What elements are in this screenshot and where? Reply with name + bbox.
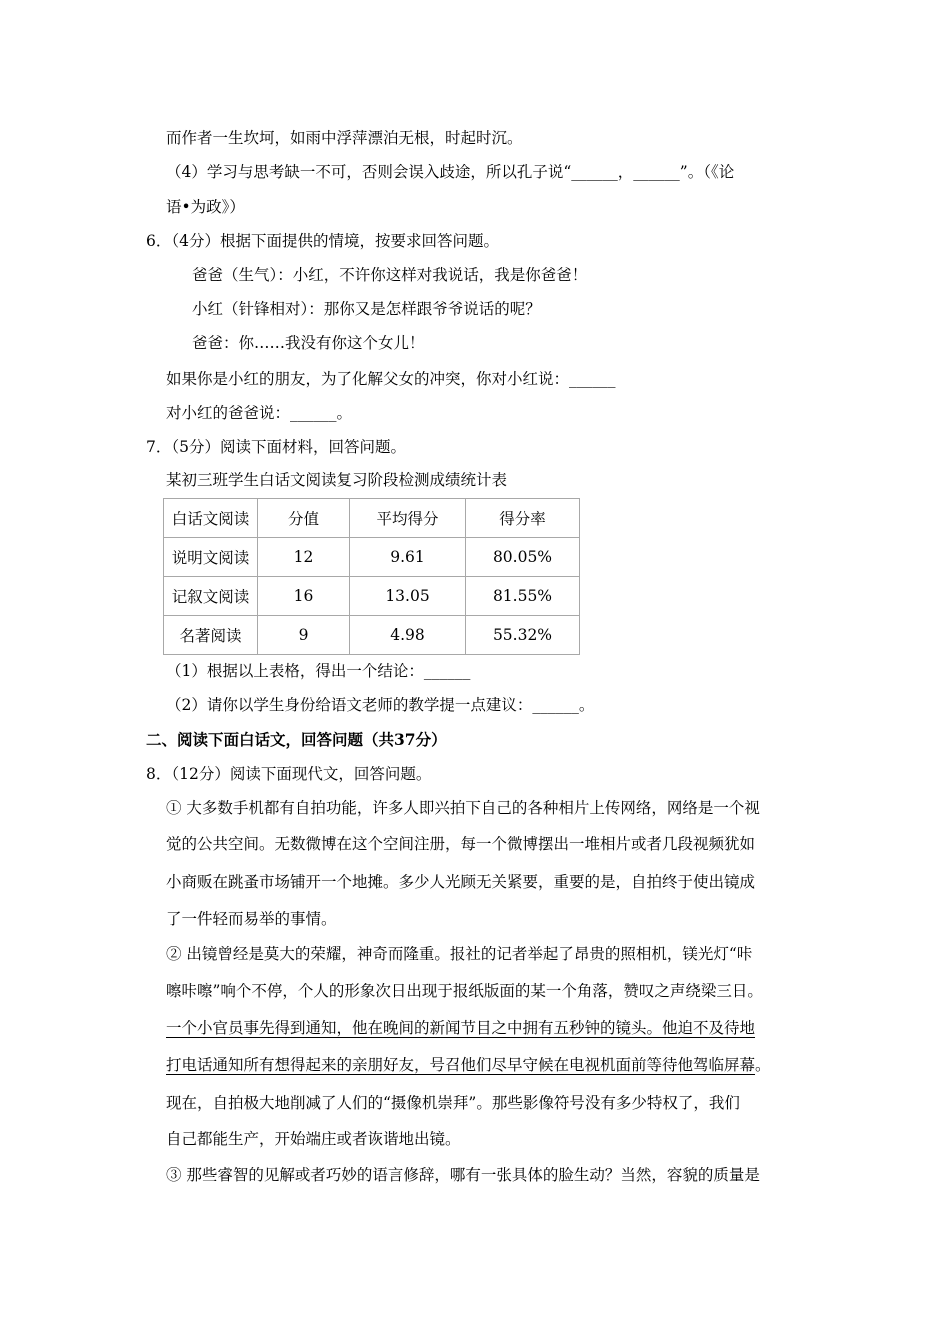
- q5-line-c: 语•为政》）: [166, 198, 245, 216]
- table-cell: 说明文阅读: [164, 538, 258, 577]
- q5-line-b: （4）学习与思考缺一不可，否则会误入歧途，所以孔子说“______，______”。（《论: [166, 163, 735, 181]
- q8-p1-line: 觉的公共空间。无数微博在这个空间注册，每一个微博摆出一堆相片或者几段视频犹如: [166, 835, 756, 853]
- q7-sub-1: （1）根据以上表格，得出一个结论：______: [166, 662, 471, 680]
- q6-dialogue-1: 爸爸（生气）：小红，不许你这样对我说话，我是你爸爸！: [192, 266, 588, 284]
- underlined-sentence-line: [166, 1055, 771, 1075]
- table-cell: 12: [258, 538, 350, 577]
- q8-p3-line: ③ 那些睿智的见解或者巧妙的语言修辞，哪有一张具体的脸生动？当然，容貌的质量是: [166, 1166, 760, 1184]
- table-row: [164, 577, 580, 616]
- q8-p2-line: ② 出镜曾经是莫大的荣耀，神奇而隆重。报社的记者举起了昂贵的照相机，镁光灯“咔: [166, 945, 753, 963]
- q6-dialogue-2: 小红（针锋相对）：那你又是怎样跟爷爷说话的呢？: [192, 300, 541, 318]
- q6-head: 6．（4分）根据下面提供的情境，按要求回答问题。: [146, 232, 499, 250]
- score-table: [163, 498, 580, 655]
- table-cell: 55.32%: [466, 616, 580, 655]
- table-header-cell: 得分率: [466, 499, 580, 538]
- q8-p1-line: ① 大多数手机都有自拍功能，许多人即兴拍下自己的各种相片上传网络，网络是一个视: [166, 799, 760, 817]
- q5-line-a: 而作者一生坎坷，如雨中浮萍漂泊无根，时起时沉。: [166, 129, 523, 147]
- q8-p2-line: 自己都能生产，开始端庄或者诙谐地出镜。: [166, 1130, 461, 1148]
- q7-sub-2: （2）请你以学生身份给语文老师的教学提一点建议：______。: [166, 696, 595, 714]
- table-header-cell: 分值: [258, 499, 350, 538]
- table-header-row: [164, 499, 580, 538]
- underlined-sentence: 一个小官员事先得到通知，他在晚间的新闻节目之中拥有五秒钟的镜头。他迫不及待地: [166, 1019, 756, 1037]
- q6-dialogue-3: 爸爸：你……我没有你这个女儿！: [192, 334, 425, 352]
- table-cell: 记叙文阅读: [164, 577, 258, 616]
- table-cell: 名著阅读: [164, 616, 258, 655]
- q8-p1-line: 了一件轻而易举的事情。: [166, 910, 337, 928]
- table-header-cell: 白话文阅读: [164, 499, 258, 538]
- q8-p2-line: 现在，自拍极大地削减了人们的“摄像机崇拜”。那些影像符号没有多少特权了，我们: [166, 1094, 740, 1112]
- sentence-end-mark: 。: [755, 1056, 771, 1074]
- table-row: [164, 538, 580, 577]
- section-heading: 二、阅读下面白话文，回答问题（共37分）: [146, 730, 447, 749]
- table-row: [164, 616, 580, 655]
- q7-head: 7．（5分）阅读下面材料，回答问题。: [146, 438, 406, 456]
- table-title: 某初三班学生白话文阅读复习阶段检测成绩统计表: [166, 471, 508, 489]
- table-cell: 13.05: [350, 577, 466, 616]
- q6-ask-father: 对小红的爸爸说：______。: [166, 404, 353, 422]
- underlined-sentence: 打电话通知所有想得起来的亲朋好友，号召他们尽早守候在电视机面前等待他驾临屏幕: [166, 1056, 756, 1074]
- table-cell: 9: [258, 616, 350, 655]
- table-cell: 80.05%: [466, 538, 580, 577]
- table-header-cell: 平均得分: [350, 499, 466, 538]
- table-cell: 81.55%: [466, 577, 580, 616]
- table-cell: 4.98: [350, 616, 466, 655]
- q8-p1-line: 小商贩在跳蚤市场铺开一个地摊。多少人光顾无关紧要，重要的是，自拍终于使出镜成: [166, 873, 756, 891]
- table-cell: 16: [258, 577, 350, 616]
- q6-ask-friend: 如果你是小红的朋友，为了化解父女的冲突，你对小红说：______: [166, 370, 616, 388]
- q8-head: 8．（12分）阅读下面现代文，回答问题。: [146, 765, 432, 783]
- q8-p2-line: 嚓咔嚓”响个不停，个人的形象次日出现于报纸版面的某一个角落，赞叹之声绕梁三日。: [166, 982, 763, 1000]
- table-cell: 9.61: [350, 538, 466, 577]
